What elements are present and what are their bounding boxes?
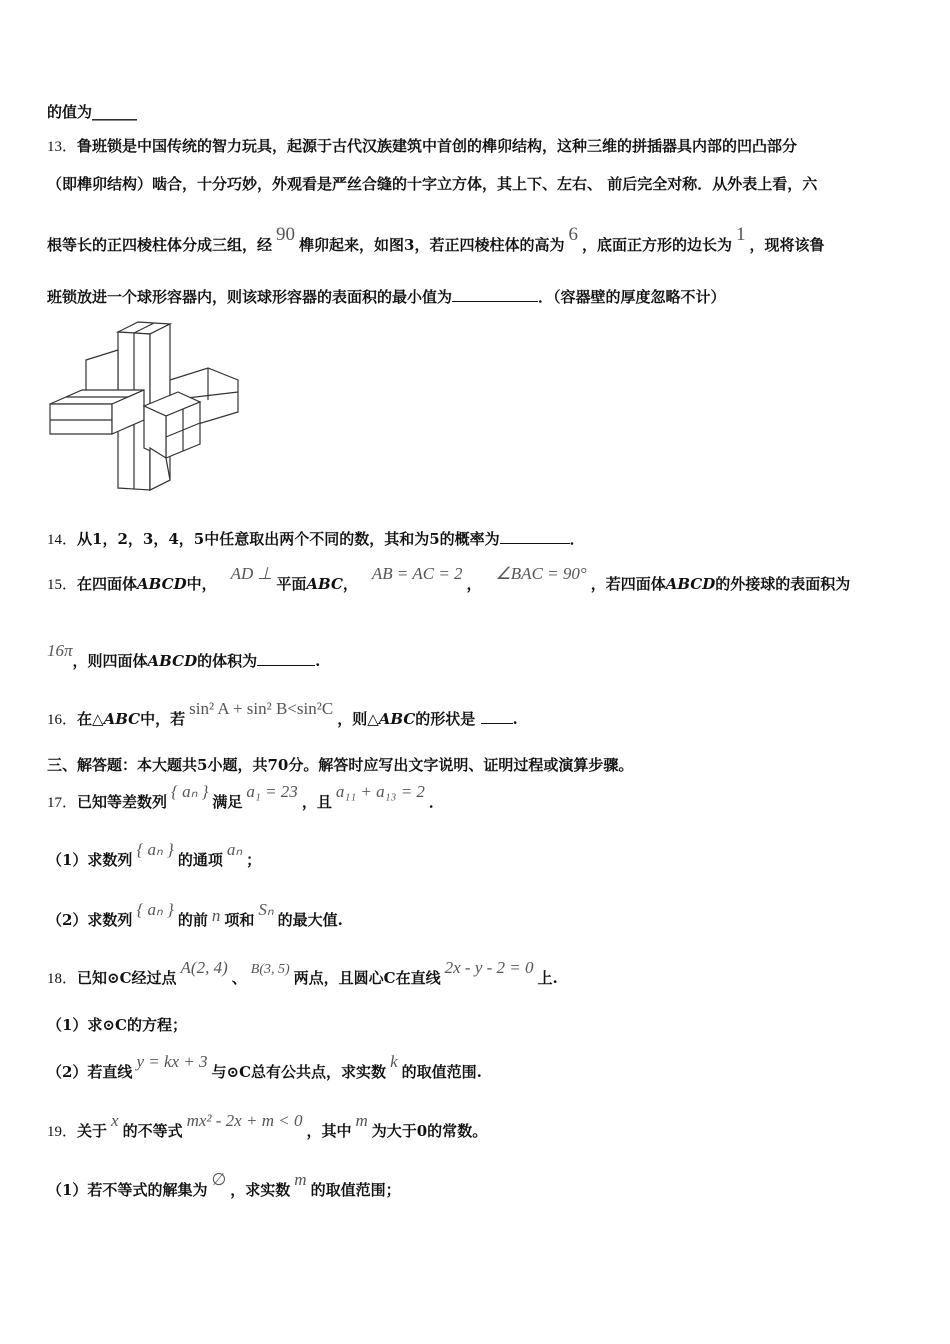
text: 的外接球的表面积为	[715, 575, 851, 593]
text: .	[315, 652, 321, 670]
text: .	[512, 710, 518, 728]
q16	[47, 699, 518, 730]
math: { aₙ }	[171, 782, 209, 801]
text: ，	[466, 575, 482, 593]
q18-part1: （1）求⊙C的方程；	[47, 1016, 187, 1034]
text: 的体积为	[197, 652, 258, 670]
text: （1）若不等式的解集为	[47, 1181, 208, 1199]
text: ．	[428, 793, 444, 811]
math: k	[390, 1052, 398, 1071]
text: 中，	[186, 575, 217, 593]
math: a₁₁ + a₁₃ = 2	[335, 782, 425, 801]
text: ．（容器壁的厚度忽略不计）	[538, 288, 726, 306]
text: 、	[231, 969, 247, 987]
q15-line1	[47, 564, 851, 595]
text: 关于	[77, 1122, 108, 1140]
text: 中，若	[140, 710, 186, 728]
math: 6	[568, 224, 578, 245]
q14	[47, 528, 585, 550]
luban-lock-figure	[48, 320, 243, 495]
text: 的最大值.	[277, 911, 343, 929]
text: 满足	[212, 793, 243, 811]
math: ∠BAC = 90°	[495, 564, 587, 583]
math: AD ⊥	[230, 564, 273, 583]
text: 平面	[276, 575, 307, 593]
text: 为大于0的常数。	[371, 1122, 488, 1140]
text: ；	[246, 851, 262, 869]
question-number: 16．	[47, 712, 78, 728]
text: ，底面正方形的边长为	[581, 236, 732, 254]
q17	[47, 782, 444, 813]
text: ABC	[103, 710, 141, 728]
text: （即榫卯结构）啮合，十分巧妙，外观看是严丝合缝的十字立方体，其上下、左右、 前后完全对称．从外表上看，六	[47, 175, 818, 193]
text: ，现将该鲁	[749, 236, 825, 254]
text: 上.	[537, 969, 558, 987]
q15-line2	[47, 641, 321, 671]
text: ，	[342, 575, 358, 593]
text: 根等长的正四棱柱体分成三组，经	[47, 236, 273, 254]
math: 16π	[47, 641, 73, 660]
answer-blank: ______	[92, 103, 138, 121]
text: 班锁放进一个球形容器内，则该球形容器的表面积的最小值为	[47, 288, 453, 306]
text: 在四面体	[77, 575, 138, 593]
text: 的前	[177, 911, 208, 929]
text: ABC	[306, 575, 343, 593]
math: 2x - y - 2 = 0	[444, 958, 534, 977]
math: y = kx + 3	[136, 1052, 208, 1071]
q13-line1	[47, 136, 797, 157]
math: Sₙ	[258, 900, 274, 919]
text: （1）求数列	[47, 851, 133, 869]
math: n	[211, 906, 221, 925]
text: 已知等差数列	[77, 793, 168, 811]
math: A(2, 4)	[180, 958, 228, 977]
q17-part1	[47, 840, 262, 870]
text: 项和	[224, 911, 255, 929]
question-number: 13．	[47, 139, 78, 155]
q19	[47, 1111, 488, 1142]
question-number: 17．	[47, 795, 78, 811]
text: 已知⊙C经过点	[77, 969, 177, 987]
math: { aₙ }	[136, 840, 174, 859]
math: B(3, 5)	[250, 962, 290, 977]
q12-tail	[47, 102, 137, 122]
text: ABCD	[147, 652, 198, 670]
text: 鲁班锁是中国传统的智力玩具，起源于古代汉族建筑中首创的榫卯结构，这种三维的拼插器具内部的凹凸部分	[77, 137, 798, 155]
text: 榫卯起来，如图3，若正四棱柱体的高为	[299, 236, 565, 254]
question-number: 15．	[47, 577, 78, 593]
text: ，若四面体	[590, 575, 666, 593]
question-number: 18．	[47, 971, 78, 987]
q18	[47, 958, 558, 990]
math: m	[294, 1170, 307, 1189]
text: 的不等式	[122, 1122, 183, 1140]
answer-blank	[500, 528, 570, 544]
text: 的形状是	[415, 710, 476, 728]
text: （2）求数列	[47, 911, 133, 929]
text: 与⊙C总有公共点，求实数	[211, 1063, 387, 1081]
math: 1	[735, 224, 746, 245]
text: 从1，2，3，4，5中任意取出两个不同的数，其和为5的概率为	[77, 530, 500, 548]
text: ，且	[301, 793, 332, 811]
math: mx² - 2x + m < 0	[186, 1111, 303, 1130]
answer-blank	[481, 708, 513, 724]
empty-set-symbol: ∅	[211, 1170, 227, 1189]
math: AB = AC = 2	[371, 564, 463, 583]
q13-line4	[47, 286, 726, 307]
text: 的值为	[47, 103, 93, 121]
text: ，其中	[306, 1122, 352, 1140]
text: 的取值范围.	[401, 1063, 482, 1081]
question-number: 19．	[47, 1124, 78, 1140]
q13-line3	[47, 224, 825, 255]
text: 两点，且圆心C在直线	[293, 969, 441, 987]
math: x	[111, 1111, 119, 1130]
text: （2）若直线	[47, 1063, 133, 1081]
text: ，求实数	[230, 1181, 291, 1199]
math: 90	[276, 224, 296, 245]
text: ABCD	[137, 575, 187, 593]
q13-line2	[47, 174, 817, 194]
q17-part2	[47, 900, 343, 930]
section-heading: 三、解答题：本大题共5小题，共70分。解答时应写出文字说明、证明过程或演算步骤。	[47, 756, 634, 774]
math: aₙ	[226, 840, 243, 859]
text: ，则△	[337, 710, 379, 728]
math: m	[355, 1111, 368, 1130]
math: a₁ = 23	[246, 782, 298, 801]
text: ABC	[378, 710, 416, 728]
answer-blank	[257, 650, 315, 666]
text: ，则四面体	[72, 652, 148, 670]
text: ．	[569, 530, 585, 548]
answer-blank	[452, 286, 538, 302]
math: { aₙ }	[136, 900, 174, 919]
text: 在△	[77, 710, 104, 728]
q18-part2	[47, 1052, 482, 1082]
q19-part1	[47, 1170, 401, 1200]
question-number: 14．	[47, 532, 78, 548]
math: sin² A + sin² B<sin²C	[189, 699, 334, 718]
text: 的通项	[177, 851, 223, 869]
text: ABCD	[665, 575, 716, 593]
text: 的取值范围；	[310, 1181, 401, 1199]
